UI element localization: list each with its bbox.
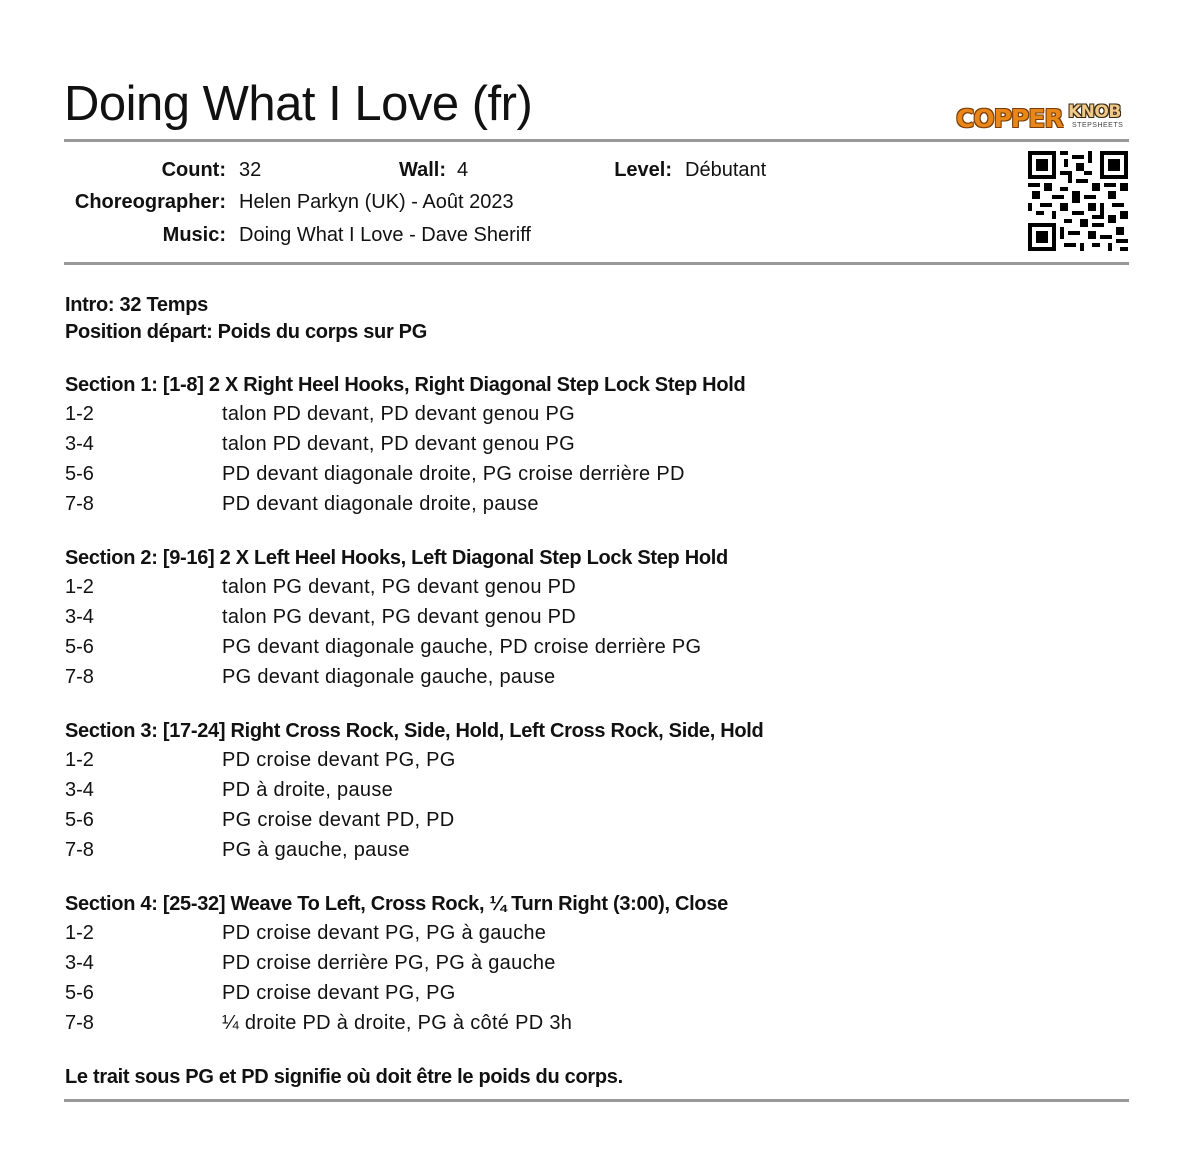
step-description: ¼ droite PD à droite, PG à côté PD 3h (222, 1012, 573, 1034)
step-count: 7-8 (65, 666, 94, 688)
step-row (65, 948, 1125, 978)
section-3 (65, 718, 1125, 865)
step-row (65, 775, 1125, 805)
step-count: 3-4 (65, 952, 94, 974)
step-description: PD devant diagonale droite, pause (222, 493, 539, 515)
music-label: Music: (162, 224, 226, 246)
step-description: talon PD devant, PD devant genou PG (222, 403, 575, 425)
step-count: 1-2 (65, 749, 94, 771)
step-row (65, 918, 1125, 948)
level-label: Level: (614, 159, 672, 181)
weight-note: Le trait sous PG et PD signifie où doit être le poids du corps. (65, 1066, 623, 1088)
step-description: PG croise devant PD, PD (222, 809, 455, 831)
level-value: Débutant (685, 159, 767, 181)
step-description: PD croise devant PG, PG (222, 982, 456, 1004)
step-row (65, 662, 1125, 692)
step-description: PG devant diagonale gauche, PD croise derrière PG (222, 636, 702, 658)
step-row (65, 399, 1125, 429)
step-description: talon PG devant, PG devant genou PD (222, 576, 577, 598)
step-row (65, 1008, 1125, 1038)
meta-divider (64, 262, 1129, 265)
intro-count: Intro: 32 Temps (65, 294, 208, 316)
logo-tagline: STEPSHEETS (1072, 122, 1124, 129)
wall-value: 4 (457, 159, 469, 181)
qr-code-icon[interactable] (1028, 151, 1128, 251)
step-description: talon PG devant, PG devant genou PD (222, 606, 577, 628)
section-4 (65, 891, 1125, 1038)
step-row (65, 572, 1125, 602)
step-row (65, 489, 1125, 519)
stepsheet-content (65, 292, 1125, 1089)
section-title: Section 3: [17-24] Right Cross Rock, Side, Hold, Left Cross Rock, Side, Hold (65, 720, 764, 742)
section-title: Section 2: [9-16] 2 X Left Heel Hooks, Left Diagonal Step Lock Step Hold (65, 547, 728, 569)
footer-divider (64, 1099, 1129, 1102)
step-count: 3-4 (65, 606, 94, 628)
step-count: 7-8 (65, 493, 94, 515)
count-label: Count: (161, 159, 226, 181)
section-1 (65, 372, 1125, 519)
step-description: PD croise devant PG, PG (222, 749, 456, 771)
step-row (65, 602, 1125, 632)
step-description: PG devant diagonale gauche, pause (222, 666, 556, 688)
step-count: 5-6 (65, 463, 94, 485)
step-description: talon PD devant, PD devant genou PG (222, 433, 575, 455)
step-row (65, 805, 1125, 835)
start-position: Position départ: Poids du corps sur PG (65, 321, 427, 343)
wall-label: Wall: (398, 159, 446, 181)
section-2 (65, 545, 1125, 692)
choreographer-value: Helen Parkyn (UK) - Août 2023 (239, 191, 514, 213)
step-count: 5-6 (65, 636, 94, 658)
section-title: Section 1: [1-8] 2 X Right Heel Hooks, Right Diagonal Step Lock Step Hold (65, 374, 746, 396)
step-description: PD croise derrière PG, PG à gauche (222, 952, 556, 974)
step-count: 7-8 (65, 839, 94, 861)
step-count: 5-6 (65, 809, 94, 831)
step-row (65, 978, 1125, 1008)
step-count: 1-2 (65, 576, 94, 598)
step-description: PG à gauche, pause (222, 839, 410, 861)
step-row (65, 429, 1125, 459)
step-row (65, 745, 1125, 775)
step-count: 1-2 (65, 403, 94, 425)
step-description: PD devant diagonale droite, PG croise derrière PD (222, 463, 685, 485)
step-count: 1-2 (65, 922, 94, 944)
count-value: 32 (239, 159, 262, 181)
page-title: Doing What I Love (fr) (64, 77, 533, 131)
choreographer-label: Choreographer: (74, 191, 226, 213)
logo-knob-text: KNOB (1068, 102, 1121, 122)
step-description: PD croise devant PG, PG à gauche (222, 922, 547, 944)
music-value: Doing What I Love - Dave Sheriff (239, 224, 531, 246)
step-row (65, 632, 1125, 662)
step-count: 3-4 (65, 779, 94, 801)
header-divider (64, 139, 1129, 142)
step-row (65, 459, 1125, 489)
copperknob-logo (956, 104, 1128, 134)
section-title: Section 4: [25-32] Weave To Left, Cross Rock, ¼ Turn Right (3:00), Close (65, 893, 728, 915)
step-count: 5-6 (65, 982, 94, 1004)
step-count: 7-8 (65, 1012, 94, 1034)
step-row (65, 835, 1125, 865)
step-description: PD à droite, pause (222, 779, 394, 801)
step-count: 3-4 (65, 433, 94, 455)
sections-container (65, 372, 1125, 1038)
logo-copper-text: COPPER (956, 104, 1063, 133)
